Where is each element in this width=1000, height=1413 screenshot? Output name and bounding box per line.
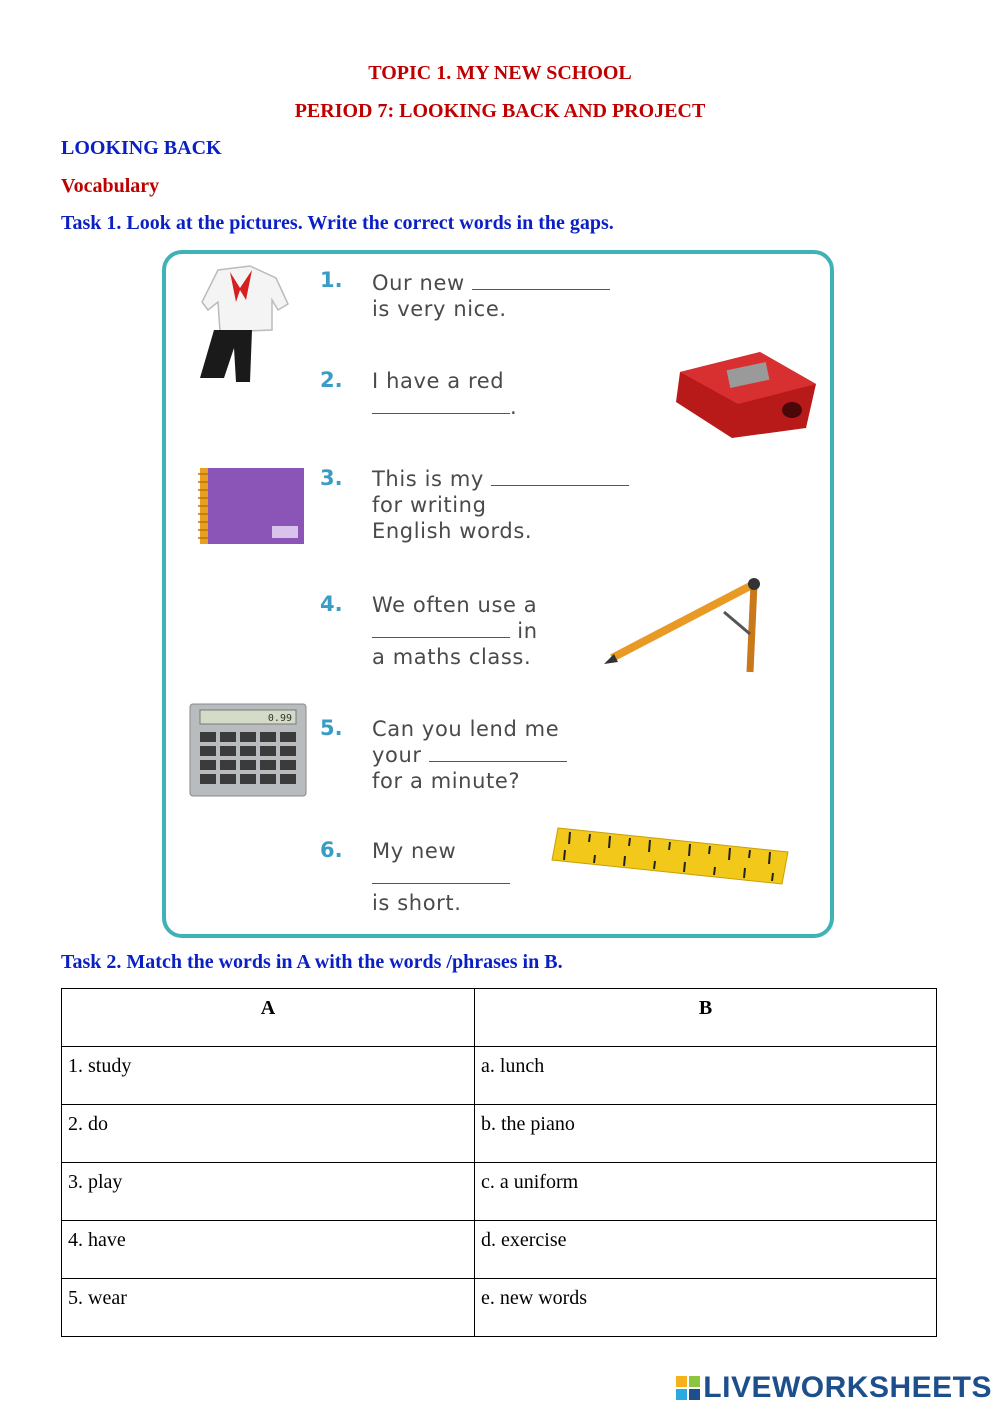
item-3-number: 3. bbox=[320, 466, 343, 490]
item-6-text-1: My new bbox=[372, 839, 457, 863]
item-3-gap[interactable] bbox=[491, 467, 629, 486]
sharpener-picture bbox=[668, 346, 823, 441]
task2-title: Task 2. Match the words in A with the words /phrases in B. bbox=[61, 951, 563, 973]
item-2-text-1: I have a red bbox=[372, 369, 505, 393]
table-header-row bbox=[62, 989, 937, 1047]
topic-title: TOPIC 1. MY NEW SCHOOL bbox=[368, 62, 632, 84]
item-6-sentence bbox=[372, 838, 510, 916]
column-b-header: B bbox=[475, 989, 937, 1047]
item-2-sentence bbox=[372, 368, 517, 420]
item-4-sentence bbox=[372, 592, 538, 670]
calculator-picture bbox=[188, 702, 308, 798]
item-4-text-2: in bbox=[517, 619, 538, 643]
item-5-gap[interactable] bbox=[429, 743, 567, 762]
item-1-gap[interactable] bbox=[472, 271, 610, 290]
column-b-cell: a. lunch bbox=[475, 1047, 937, 1105]
item-3-text-1: This is my bbox=[372, 467, 484, 491]
logo-text: LIVEWORKSHEETS bbox=[703, 1371, 992, 1404]
column-a-cell: 1. study bbox=[62, 1047, 475, 1105]
ruler-picture bbox=[550, 824, 792, 888]
uniform-picture bbox=[180, 260, 300, 385]
item-5-number: 5. bbox=[320, 716, 343, 740]
item-5-text-2: your bbox=[372, 743, 422, 767]
table-row bbox=[62, 1105, 937, 1163]
column-b-cell: b. the piano bbox=[475, 1105, 937, 1163]
match-table bbox=[61, 988, 937, 1337]
item-5-text-3: for a minute? bbox=[372, 769, 521, 793]
section-title: LOOKING BACK bbox=[61, 137, 222, 159]
item-3-sentence bbox=[372, 466, 629, 544]
item-4-text-3: a maths class. bbox=[372, 645, 532, 669]
item-1-text-1: Our new bbox=[372, 271, 465, 295]
column-a-cell: 3. play bbox=[62, 1163, 475, 1221]
logo-icon bbox=[675, 1375, 701, 1401]
item-6-number: 6. bbox=[320, 838, 343, 862]
liveworksheets-logo[interactable] bbox=[675, 1371, 992, 1405]
item-5-text-1: Can you lend me bbox=[372, 717, 560, 741]
column-b-cell: e. new words bbox=[475, 1279, 937, 1337]
item-2-text-2: . bbox=[510, 395, 518, 419]
item-6-gap[interactable] bbox=[372, 865, 510, 884]
item-1-text-2: is very nice. bbox=[372, 297, 507, 321]
column-a-cell: 4. have bbox=[62, 1221, 475, 1279]
column-a-cell: 2. do bbox=[62, 1105, 475, 1163]
item-3-text-3: English words. bbox=[372, 519, 533, 543]
item-2-gap[interactable] bbox=[372, 395, 510, 414]
calculator-display: 0.99 bbox=[267, 713, 292, 724]
subsection-title: Vocabulary bbox=[61, 175, 160, 197]
item-2-number: 2. bbox=[320, 368, 343, 392]
column-b-cell: c. a uniform bbox=[475, 1163, 937, 1221]
item-3-text-2: for writing bbox=[372, 493, 487, 517]
item-1-number: 1. bbox=[320, 268, 343, 292]
column-a-cell: 5. wear bbox=[62, 1279, 475, 1337]
period-title: PERIOD 7: LOOKING BACK AND PROJECT bbox=[294, 100, 706, 122]
item-4-gap[interactable] bbox=[372, 619, 510, 638]
table-row bbox=[62, 1279, 937, 1337]
compass-picture bbox=[604, 574, 779, 679]
column-b-cell: d. exercise bbox=[475, 1221, 937, 1279]
task1-title: Task 1. Look at the pictures. Write the correct words in the gaps. bbox=[61, 212, 614, 234]
table-row bbox=[62, 1163, 937, 1221]
item-4-number: 4. bbox=[320, 592, 343, 616]
item-1-sentence bbox=[372, 270, 610, 322]
column-a-header: A bbox=[62, 989, 475, 1047]
notebook-picture bbox=[196, 466, 306, 548]
item-4-text-1: We often use a bbox=[372, 593, 538, 617]
item-6-text-2: is short. bbox=[372, 891, 462, 915]
item-5-sentence bbox=[372, 716, 567, 794]
task1-panel bbox=[162, 250, 834, 938]
table-row bbox=[62, 1047, 937, 1105]
table-row bbox=[62, 1221, 937, 1279]
